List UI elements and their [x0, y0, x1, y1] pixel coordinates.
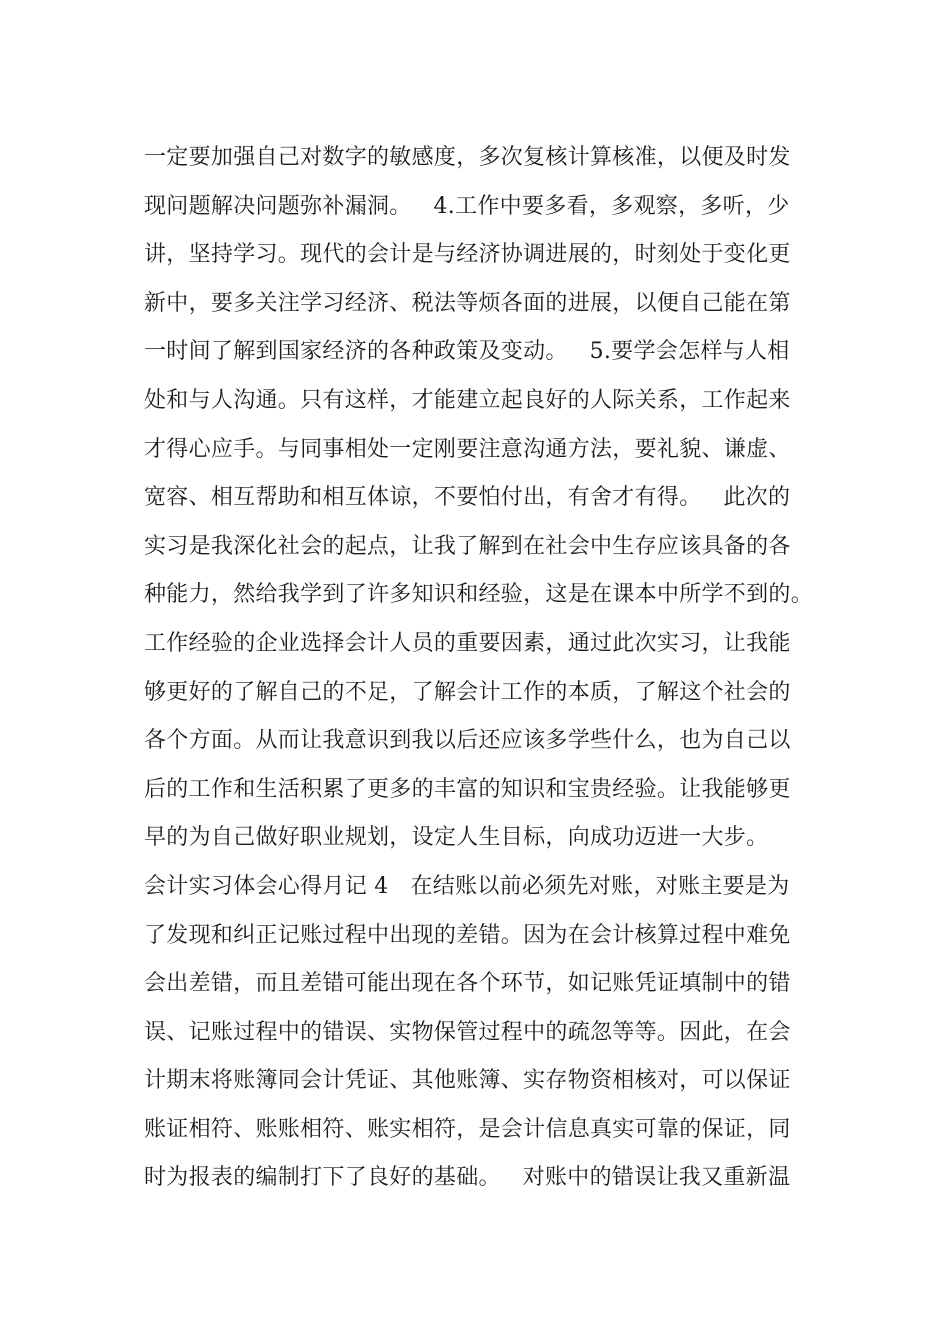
text-line: 实习是我深化社会的起点，让我了解到在社会中生存应该具备的各: [144, 533, 791, 559]
text-line: 账证相符、账账相符、账实相符，是会计信息真实可靠的保证，同: [144, 1116, 791, 1142]
text-line: 各个方面。从而让我意识到我以后还应该多学些什么，也为自己以: [144, 728, 791, 754]
text-line: 后的工作和生活积累了更多的丰富的知识和宝贵经验。让我能够更: [144, 776, 791, 802]
text-line: 一定要加强自己对数字的敏感度，多次复核计算核准，以便及时发: [144, 145, 791, 170]
text-line: 会出差错，而且差错可能出现在各个环节，如记账凭证填制中的错: [144, 971, 791, 997]
text-line: 够更好的了解自己的不足，了解会计工作的本质，了解这个社会的: [144, 679, 791, 705]
text-line: 工作经验的企业选择会计人员的重要因素，通过此次实习，让我能: [144, 630, 791, 656]
text-line: 计期末将账簿同会计凭证、其他账簿、实存物资相核对，可以保证: [144, 1068, 791, 1094]
text-line: 误、记账过程中的错误、实物保管过程中的疏忽等等。因此，在会: [144, 1019, 791, 1045]
text-line: 时为报表的编制打下了良好的基础。 对账中的错误让我又重新温: [144, 1165, 791, 1191]
text-line: 新中，要多关注学习经济、税法等烦各面的进展，以便自己能在第: [144, 290, 791, 316]
text-line: 种能力，然给我学到了许多知识和经验，这是在课本中所学不到的。: [144, 582, 814, 608]
text-line: 宽容、相互帮助和相互体谅，不要怕付出，有舍才有得。 此次的: [144, 485, 791, 511]
body-text: [144, 134, 834, 1203]
text-line: 了发现和纠正记账过程中出现的差错。因为在会计核算过程中难免: [144, 922, 791, 948]
text-line: 处和与人沟通。只有这样，才能建立起良好的人际关系，工作起来: [144, 387, 791, 413]
section-heading-line: 会计实习体会心得月记 4 在结账以前必须先对账，对账主要是为: [144, 873, 790, 899]
text-line: 早的为自己做好职业规划，设定人生目标，向成功迈进一大步。: [144, 825, 769, 851]
text-line: 讲，坚持学习。现代的会计是与经济协调进展的，时刻处于变化更: [144, 242, 791, 268]
text-line: 才得心应手。与同事相处一定刚要注意沟通方法，要礼貌、谦虚、: [144, 436, 791, 462]
text-line: 现问题解决问题弥补漏洞。 4.工作中要多看，多观察，多听，少: [144, 193, 790, 219]
text-line: 一时间了解到国家经济的各种政策及变动。 5.要学会怎样与人相: [144, 339, 790, 365]
